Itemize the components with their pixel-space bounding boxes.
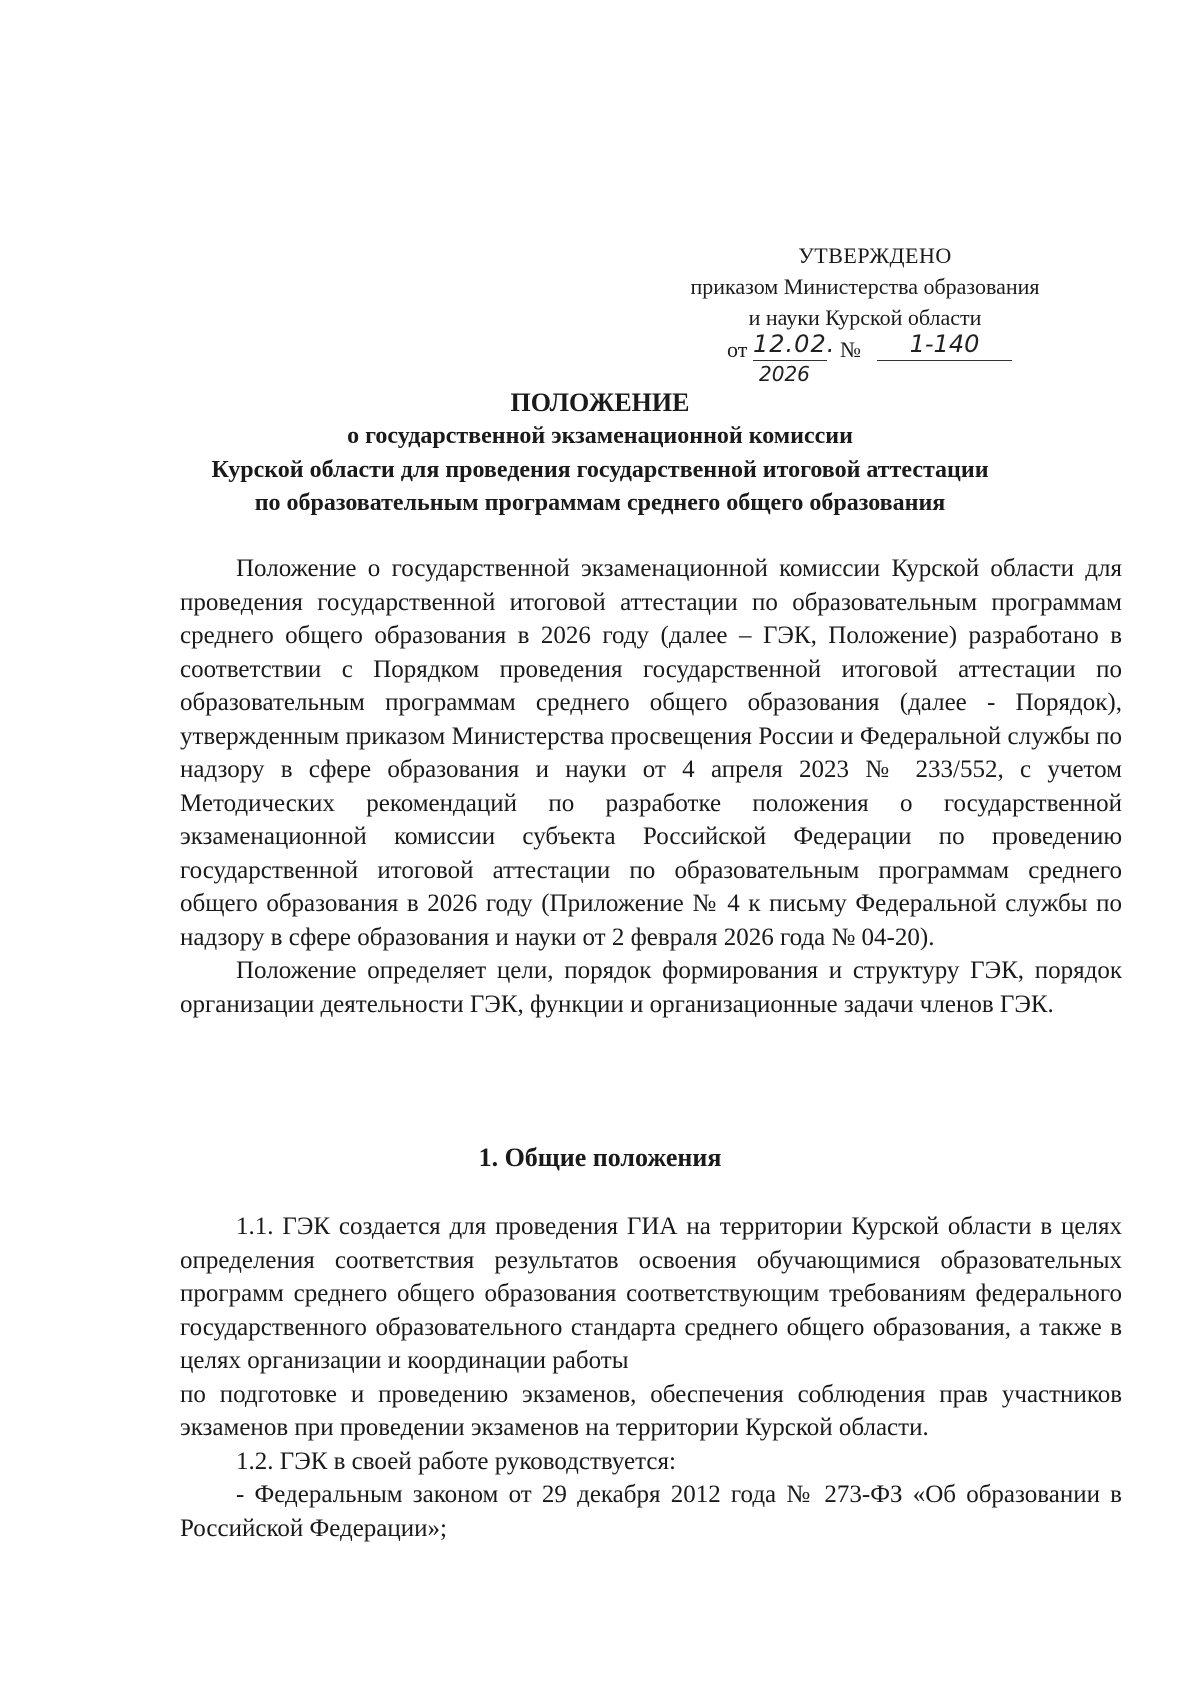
intro-paragraph-1: Положение о государственной экзаменационной комиссии Курской области для проведения государственной итоговой аттестации по образовательным программам среднего общего образования в 2026 году (далее – ГЭК, Положение) разработано в соответствии с Порядком проведения государственной итоговой аттестации по образовательным программам среднего общего образования (далее - Порядок), утвержденным приказом Министерства просвещения России и Федеральной службы по надзору в сфере образования и науки от 4 апреля 2023 № 233/552, с учетом Методических рекомендаций по разработке положения о государственной экзаменационной комиссии субъекта Российской Федерации по проведению государственной итоговой аттестации по образовательным программам среднего общего образования в 2026 году (Приложение № 4 к письму Федеральной службы по надзору в сфере образования и науки от 2 февраля 2026 года № 04-20).	[180, 555, 1122, 951]
approval-line-region: и науки Курской области	[748, 305, 982, 330]
document-subtitle-1: о государственной экзаменационной комиссии	[347, 423, 853, 449]
list-item: - Федеральным законом от 29 декабря 2012 года № 273-ФЗ «Об образовании в Российской Федерации»;	[180, 1481, 1122, 1542]
handwritten-date: 12.02.	[753, 329, 827, 361]
approval-date-number-line	[655, 330, 1075, 386]
paragraph-1-2: 1.2. ГЭК в своей работе руководствуется:	[236, 1447, 676, 1475]
handwritten-number: 1-140	[877, 329, 1012, 361]
intro-section	[180, 552, 1122, 1021]
approval-title: УТВЕРЖДЕНО	[798, 243, 952, 268]
number-label: №	[840, 337, 861, 362]
intro-paragraph-2: Положение определяет цели, порядок формирования и структуру ГЭК, порядок организации деятельности ГЭК, функции и организационные задачи членов ГЭК.	[180, 957, 1122, 1018]
paragraph-1-1-continued: по подготовке и проведению экзаменов, обеспечения соблюдения прав участников экзаменов при проведении экзаменов на территории Курской области.	[180, 1380, 1122, 1441]
date-prefix: от	[727, 337, 748, 362]
document-subtitle-3: по образовательным программам среднего общего образования	[254, 490, 946, 516]
paragraph-1-1: 1.1. ГЭК создается для проведения ГИА на территории Курской области в целях определения соответствия результатов освоения обучающимися образовательных программ среднего общего образования соответствующим требованиям федерального государственного образовательного стандарта среднего общего образования, а также в целях организации и координации работы	[180, 1213, 1122, 1374]
handwritten-year: 2026	[759, 362, 810, 386]
section-1-body	[180, 1210, 1122, 1545]
approval-stamp	[655, 240, 1075, 386]
section-1-heading: 1. Общие положения	[478, 1143, 722, 1172]
document-title: ПОЛОЖЕНИЕ	[510, 388, 690, 417]
document-subtitle-2: Курской области для проведения государственной итоговой аттестации	[211, 457, 989, 483]
approval-line-ministry: приказом Министерства образования	[690, 274, 1040, 299]
